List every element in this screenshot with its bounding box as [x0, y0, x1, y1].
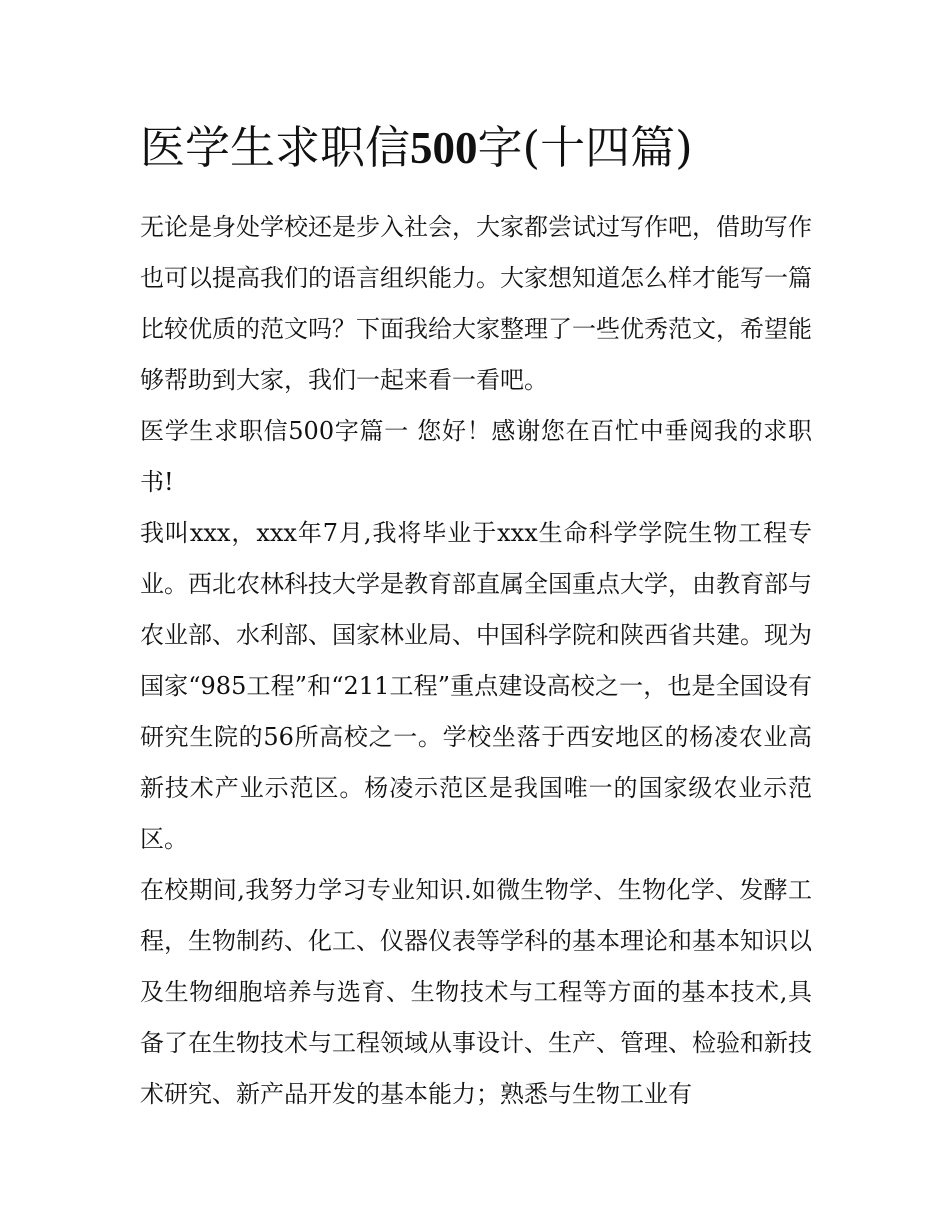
self-introduction-paragraph: 我叫xxx，xxx年7月,我将毕业于xxx生命科学学院生物工程专业。西北农林科技大学是教育部直属全国重点大学，由教育部与农业部、水利部、国家林业局、中国科学院和陕西省共建。现为国家“985工程”和“211工程”重点建设高校之一，也是全国设有研究生院的56所高校之一。学校坐落于西安地区的杨凌农业高新技术产业示范区。杨凌示范区是我国唯一的国家级农业示范区。 — [140, 519, 812, 853]
document-body — [140, 112, 812, 1120]
letter-greeting-paragraph: 医学生求职信500字篇一 您好！感谢您在百忙中垂阅我的求职书! — [140, 417, 812, 496]
title-suffix: 字(十四篇) — [477, 121, 693, 174]
study-experience-paragraph: 在校期间,我努力学习专业知识.如微生物学、生物化学、发酵工程，生物制药、化工、仪器仪表等学科的基本理论和基本知识以及生物细胞培养与选育、生物技术与工程等方面的基本技术,具备了在生物技术与工程领域从事设计、生产、管理、检验和新技术研究、新产品开发的基本能力；熟悉与生物工业有 — [140, 876, 812, 1108]
title-prefix: 医学生求职信 — [140, 121, 411, 174]
document-title — [140, 112, 812, 184]
title-number: 500 — [410, 123, 478, 173]
intro-paragraph: 无论是身处学校还是步入社会，大家都尝试过写作吧，借助写作也可以提高我们的语言组织能力。大家想知道怎么样才能写一篇比较优质的范文吗？下面我给大家整理了一些优秀范文，希望能够帮助到大家，我们一起来看一看吧。 — [140, 213, 812, 394]
